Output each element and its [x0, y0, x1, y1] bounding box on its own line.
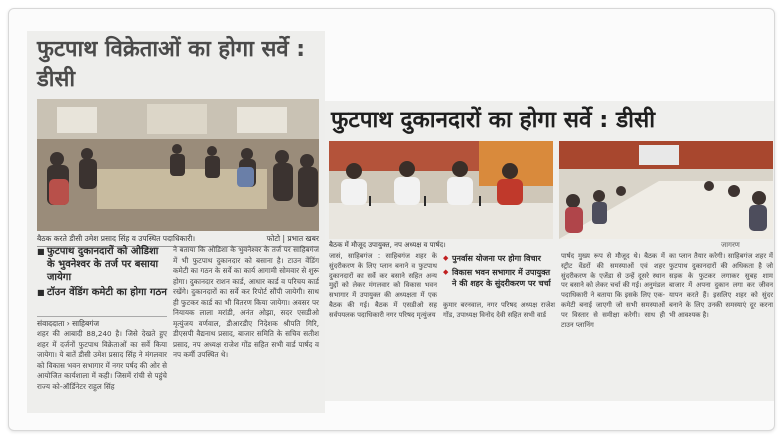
- left-body-column-2: ने बताया कि ओडिशा के भुवनेश्वर के तर्ज पर साहिबगंज में भी फुटपाथ दुकानदार को बसाना है। टाउन वेंडिंग कमेटी का गठन के सर्वे का कार्य आगामी सोमवार से शुरू होगा। दुकानदार राशन कार्ड, आधार कार्ड व परिचय कार्ड रखेंगे। दुकानदारों का सर्वे कर रिपोर्ट सौंपी जायेगी। साथ ही फुटकर कार्ड का भी वितरण किया जायेगा। अवसर पर नियायक लाला मरांडी, अनंत ओझा, सदर एसडीओ मृत्युंजय वर्णवाल, डीआरडीए निदेशक श्रीपति गिरि, डीएसपी वैद्यनाथ प्रसाद, बाजार समिति के सचिव सतीश प्रसाद, नप अध्यक्ष राजेश गोंड सहित सभी वार्ड पार्षद व नप कर्मी उपस्थित थे।: [173, 245, 319, 359]
- right-bullet-item: ◆ पुनर्वास योजना पर होगा विचार: [443, 253, 555, 264]
- right-photo-credit: जागरण: [721, 241, 740, 249]
- left-bullets: [37, 245, 167, 301]
- right-photo-1: [329, 141, 553, 239]
- right-body-column-1: जासं, साहिबगंज : साहिबगंज शहर के सुंदरीकरण के लिए प्लान बनाने व फुटपाथ दुकानदारों का सर्वे कर बसाने सहित अन्य मुद्दों को लेकर मंगलवार को विकास भवन सभागार में उपायुक्त की अध्यक्षता में एक बैठक की गई। बैठक में एसडीओ सह सर्वपयलक पदाधिकारी नगर परिषद मृत्युंजय: [329, 252, 437, 319]
- left-clipping: [27, 31, 325, 413]
- left-bullet-item: ■ फुटपाथ दुकानदारों को ओडिशा के भुवनेश्वर के तर्ज पर बसाया जायेगा: [37, 245, 167, 284]
- right-body-column-3: पार्षद मुख्य रूप से मौजूद थे। बैठक में स्ट्रीट वेंडरों की समस्याओं एवं शहर सुंदरीकरण के एजेंडा से उन्हें दूसरे स्थान पर बसाने को लेकर चर्चा की गई। अनुमंडल पदाधिकारी ने बताया कि इसके लिए एक-कमेटी बनाई जाएगी जो सभी समस्याओं पर विस्तार से समीक्षा करेगी। साथ ही टाउन प्लानिंग: [561, 252, 665, 329]
- hall-meeting-photo-image: [559, 141, 773, 239]
- document-frame: [8, 8, 775, 431]
- right-body-column-2: कुमार बरनवाल, नगर परिषद अध्यक्ष राजेश गोंड, उपाध्यक्ष विनोद देवी सहित सभी वार्ड: [443, 301, 555, 319]
- left-body-column-1: शहर की आबादी 88,240 है। जिसे देखते हुए शहर में दर्जनों फुटपाथ विक्रेताओं का सर्वे किया जायेगा। ये बातें डीसी उमेश प्रसाद सिंह ने मंगलवार को विकास भवन सभागार में नगर पर्षद की ओर से आयोजित कार्यशाला में कही। जिसमें रांची से पहुंचे राज्य को-ऑर्डिनेटर राहुल सिंह: [37, 329, 167, 391]
- right-body-column-4: का प्लान तैयार करेगी। साहिबगंज शहर में फुटपाथ दुकानदारों की अधिकता है जो सड़क के फुटकर लगाकर सुबह शाम बाजार में अपना दुकान लगा कर जीवन यापन करते हैं। इसलिए शहर को सुंदर बनाने के लिए उनकी समस्याएं दूर करना भी आवश्यक है।: [669, 252, 773, 319]
- left-photo-caption: बैठक करते डीसी उमेश प्रसाद सिंह व उपस्थित पदाधिकारी।: [37, 234, 196, 243]
- left-bullet-item: ■ टॉउन वेंडिंग कमेटी का होगा गठन: [37, 286, 167, 299]
- right-photo-2: [559, 141, 773, 239]
- right-photo-caption: बैठक में मौजूद उपायुक्त, नप अध्यक्ष व पार्षद।: [329, 241, 446, 249]
- right-bullets: [443, 253, 555, 292]
- right-headline: फुटपाथ दुकानदारों का होगा सर्वे : डीसी: [331, 107, 656, 133]
- meeting-photo-image: [37, 99, 319, 231]
- officials-photo-image: [329, 141, 553, 239]
- right-clipping: [325, 101, 775, 401]
- left-photo-credit: फोटो | प्रभात खबर: [266, 234, 319, 243]
- left-dateline: संवाददाता › साहिबगंज: [37, 316, 167, 329]
- right-bullet-item: ◆ विकास भवन सभागार में उपायुक्त ने की शहर के सुंदरीकरण पर चर्चा: [443, 267, 555, 289]
- left-photo: [37, 99, 319, 231]
- left-headline: फुटपाथ विक्रेताओं का होगा सर्वे : डीसी: [37, 37, 306, 92]
